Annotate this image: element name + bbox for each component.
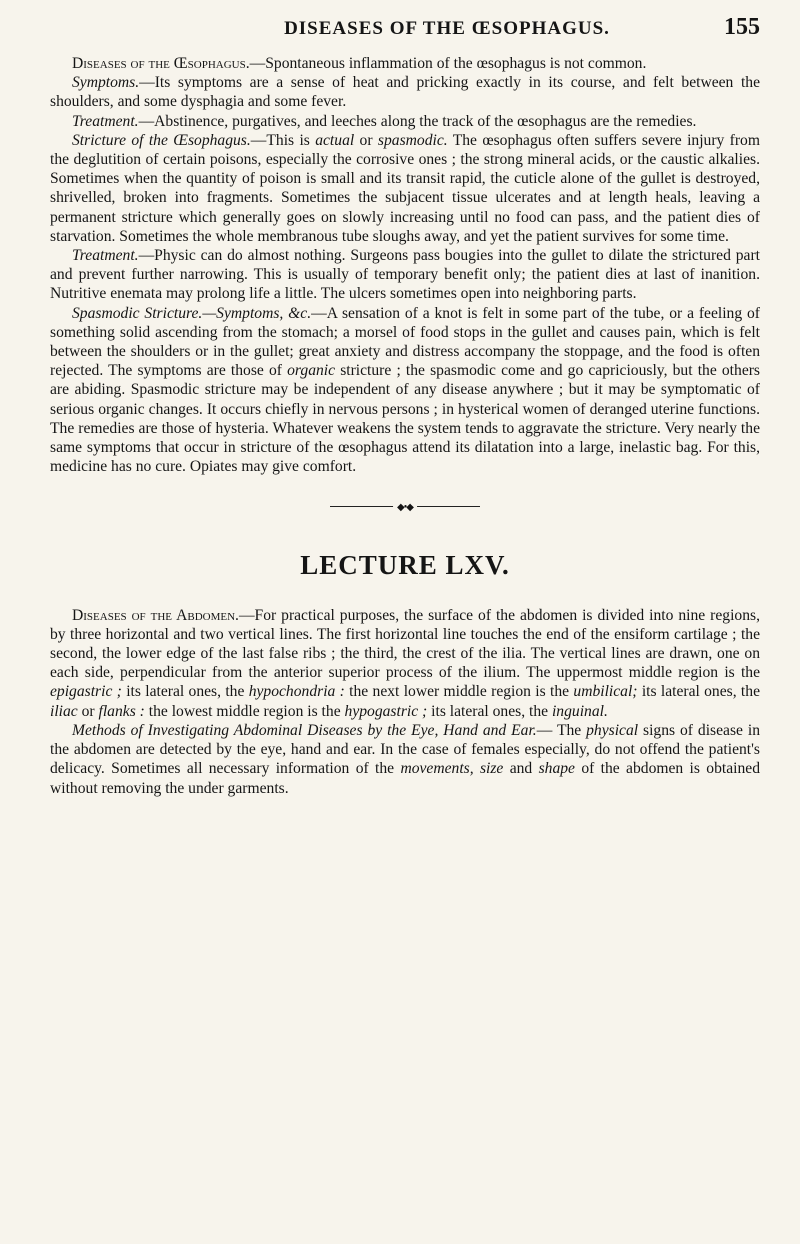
paragraph-label: Treatment. — [72, 112, 139, 130]
lecture-heading: LECTURE LXV. — [300, 550, 510, 581]
paragraph-label: Methods of Investigating Abdominal Diseases by the Eye, Hand and Ear. — [72, 721, 537, 739]
paragraph-text: The œsophagus often suffers severe injury from the deglutition of certain poisons, especially the corrosive ones ; the strong mineral acids, or the caustic alkalies. Sometimes when the quantity of poison is small and its transit rapid, the cuticle alone of the gullet is destroyed, shrivelled, broken into fragments. Sometimes the subjacent tissue ulcerates and at length heals, leaving a permanent stricture which generally goes on slowly increasing until no food can pass, and the patient dies of starvation. Sometimes the whole membranous tube sloughs away, and yet the patient survives for some time. — [50, 131, 760, 245]
paragraph-investigation-methods — [50, 721, 760, 798]
paragraph-text: the lowest middle region is the — [144, 702, 345, 720]
paragraph-text: —Spontaneous inflammation of the œsophagus is not common. — [249, 55, 647, 72]
running-title: DISEASES OF THE ŒSOPHAGUS. — [284, 18, 610, 39]
paragraph-stricture-treatment — [50, 246, 760, 304]
paragraph-text: the next lower middle region is the — [344, 683, 574, 701]
emphasis: shape — [538, 760, 575, 778]
paragraph-text: its lateral ones, the — [121, 683, 249, 701]
page-number: 155 — [724, 14, 760, 40]
emphasis: spasmodic. — [377, 131, 448, 149]
paragraph-text: —For practical purposes, the surface of the abdomen is divided into nine regions, by three horizontal and two vertical lines. The first horizontal line touches the end of the ensiform cartilage ; the second, the lower edge of the last false ribs ; the third, the crest of the ilia. The vertical lines are drawn, one on each side, perpendicular from the anterior superior process of the ilium. The uppermost middle region is the — [50, 606, 760, 682]
paragraph-text: or — [77, 702, 99, 720]
emphasis: epigastric ; — [50, 683, 122, 701]
emphasis: hypogastric ; — [344, 702, 428, 720]
paragraph-text: signs of disease in the abdomen are detected by the eye, hand and ear. In the case of females especially, do not offend the patient's delicacy. Sometimes all necessary information of the — [50, 721, 760, 778]
paragraph-text: —A sensation of a knot is felt in some part of the tube, or a feeling of something solid ascending from the stomach; a morsel of food stops in the gullet and causes pain, which is felt between the shoulders or in the gullet; great anxiety and distress accompany the stoppage, and the food is often rejected. The symptoms are those of — [50, 304, 760, 380]
emphasis: inguinal. — [551, 702, 608, 720]
paragraph-label: Treatment. — [72, 247, 139, 265]
paragraph-symptoms — [50, 73, 760, 111]
paragraph-text: its lateral ones, the — [637, 683, 760, 701]
page-body — [50, 54, 760, 798]
section-lead: Diseases of the Abdomen. — [72, 606, 239, 624]
emphasis: hypochondria : — [248, 683, 345, 701]
paragraph-abdomen — [50, 606, 760, 721]
section-lead: Diseases of the Œsophagus. — [72, 55, 250, 72]
paragraph-label: Symptoms. — [72, 74, 140, 92]
section-divider — [330, 502, 480, 514]
paragraph-text: its lateral ones, the — [427, 702, 552, 720]
paragraph-text: —This is — [250, 131, 316, 149]
paragraph-text: —Physic can do almost nothing. Surgeons pass bougies into the gullet to dilate the strictured part and prevent further narrowing. This is usually of temporary benefit only; the patient dies at last of inanition. Nutritive enemata may prolong life a little. The ulcers sometimes open into neighboring parts. — [50, 247, 760, 303]
paragraph-label: Stricture of the Œsophagus. — [72, 131, 251, 149]
emphasis: flanks : — [98, 702, 145, 720]
emphasis: iliac — [50, 702, 78, 720]
paragraph-spasmodic-stricture — [50, 304, 760, 477]
emphasis: actual — [315, 131, 355, 149]
emphasis: organic — [287, 362, 336, 380]
paragraph-text: stricture ; the spasmodic come and go capriciously, but the others are abiding. Spasmodic stricture may be independent of any disease anywhere ; but it may be symptomatic of serious organic changes. It occurs chiefly in nervous persons ; in hysterical women of deranged uterine functions. The remedies are those of hysteria. Whatever weakens the system tends to aggravate the stricture. Very nearly the same symptoms that occur in stricture of the œsophagus attend its dilatation into a large, inelastic bag. For this, medicine has no cure. Opiates may give comfort. — [50, 362, 760, 476]
paragraph-text: —Abstinence, purgatives, and leeches along the track of the œsophagus are the remedies. — [138, 112, 697, 130]
paragraph-text: —Its symptoms are a sense of heat and pricking exactly in its course, and felt between the shoulders, and some dysphagia and some fever. — [50, 74, 760, 111]
paragraph-text: — The — [536, 721, 587, 739]
emphasis: physical — [586, 721, 639, 739]
divider-ornament-icon: ◆•◆ — [393, 498, 417, 517]
paragraph-stricture — [50, 131, 760, 246]
emphasis: umbilical; — [573, 683, 638, 701]
paragraph-text: of the abdomen is obtained without removing the under garments. — [50, 760, 761, 797]
paragraph-text: and — [503, 760, 539, 778]
paragraph-oesophagus-intro — [50, 54, 760, 73]
emphasis: movements, size — [400, 760, 504, 778]
paragraph-text: or — [354, 131, 378, 149]
paragraph-label: Spasmodic Stricture.—Symptoms, &c. — [72, 304, 312, 322]
running-header — [50, 14, 760, 44]
paragraph-treatment — [50, 112, 760, 131]
